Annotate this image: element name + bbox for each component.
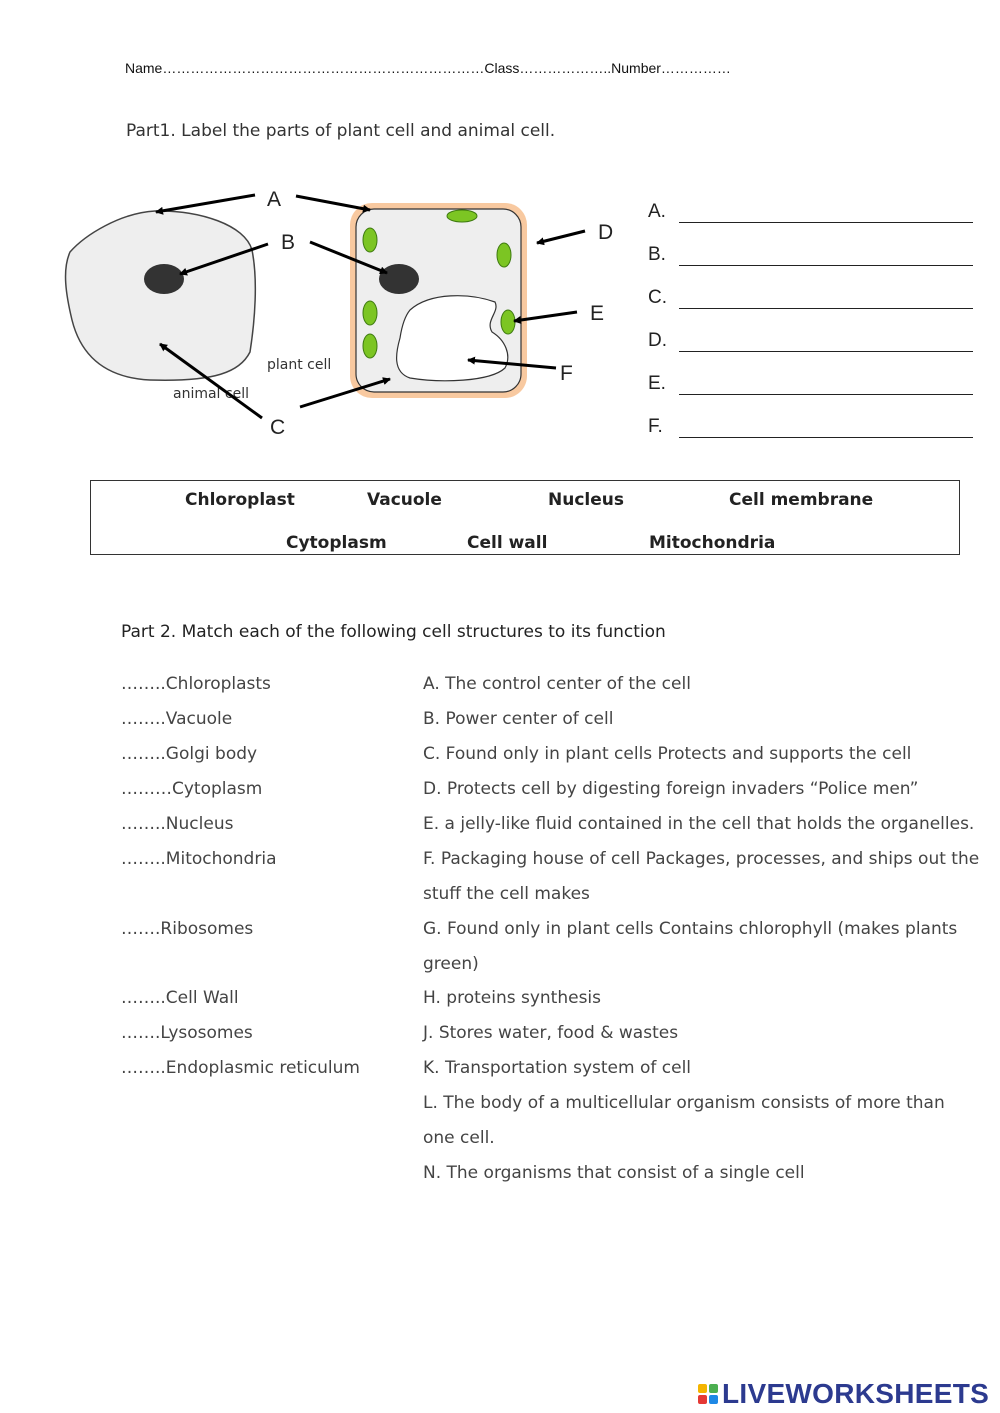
answer-input-f[interactable] xyxy=(681,416,971,438)
function-item: D. Protects cell by digesting foreign invaders “Police men” xyxy=(423,779,919,799)
function-item: G. Found only in plant cells Contains chlorophyll (makes plants xyxy=(423,919,958,939)
answer-line xyxy=(679,394,973,395)
structure-item[interactable]: …….Lysosomes xyxy=(121,1023,253,1043)
structure-item[interactable]: ……..Cell Wall xyxy=(121,988,239,1008)
answer-input-c[interactable] xyxy=(681,287,971,309)
function-item: N. The organisms that consist of a single cell xyxy=(423,1163,805,1183)
part2-title: Part 2. Match each of the following cell structures to its function xyxy=(121,622,666,642)
answer-letter: F. xyxy=(648,416,663,437)
structure-item[interactable]: …….Ribosomes xyxy=(121,919,254,939)
function-item: L. The body of a multicellular organism consists of more than xyxy=(423,1093,945,1113)
answer-line xyxy=(679,222,973,223)
plant-cell-nucleus xyxy=(379,264,419,294)
word-bank-item: Mitochondria xyxy=(649,533,776,553)
function-item-continued: green) xyxy=(423,954,479,974)
answer-input-e[interactable] xyxy=(681,373,971,395)
word-bank xyxy=(90,480,960,555)
answer-row-c xyxy=(648,287,973,309)
answer-line xyxy=(679,351,973,352)
answer-letter: C. xyxy=(648,287,667,308)
function-item: E. a jelly-like fluid contained in the cell that holds the organelles. xyxy=(423,814,975,834)
answer-letter: D. xyxy=(648,330,667,351)
word-bank-item: Cell wall xyxy=(467,533,548,553)
callout-a: A xyxy=(267,188,282,211)
structure-item[interactable]: ……..Mitochondria xyxy=(121,849,277,869)
answer-row-a xyxy=(648,201,973,223)
plant-cell-vacuole xyxy=(397,296,508,381)
function-item: C. Found only in plant cells Protects and supports the cell xyxy=(423,744,912,764)
answer-input-a[interactable] xyxy=(681,201,971,223)
animal-cell-label: animal cell xyxy=(173,386,249,402)
liveworksheets-logo xyxy=(698,1378,989,1410)
animal-cell-nucleus xyxy=(144,264,184,294)
answer-letter: E. xyxy=(648,373,666,394)
logo-text: LIVEWORKSHEETS xyxy=(722,1378,990,1409)
function-item: F. Packaging house of cell Packages, processes, and ships out the xyxy=(423,849,980,869)
word-bank-item: Cytoplasm xyxy=(286,533,387,553)
function-item: J. Stores water, food & wastes xyxy=(423,1023,679,1043)
plant-cell-label: plant cell xyxy=(267,357,332,373)
answer-line xyxy=(679,265,973,266)
answer-row-d xyxy=(648,330,973,352)
function-item-continued: one cell. xyxy=(423,1128,495,1148)
structure-item[interactable]: ……..Nucleus xyxy=(121,814,234,834)
callout-e: E xyxy=(590,302,605,325)
answer-input-d[interactable] xyxy=(681,330,971,352)
answer-input-b[interactable] xyxy=(681,244,971,266)
word-bank-item: Nucleus xyxy=(548,490,624,510)
callout-b: B xyxy=(281,231,296,254)
answer-row-f xyxy=(648,416,973,438)
word-bank-item: Vacuole xyxy=(367,490,442,510)
part1-title: Part1. Label the parts of plant cell and animal cell. xyxy=(126,121,556,141)
structure-item[interactable]: ……..Vacuole xyxy=(121,709,233,729)
answer-row-b xyxy=(648,244,973,266)
function-item: H. proteins synthesis xyxy=(423,988,602,1008)
function-item: B. Power center of cell xyxy=(423,709,614,729)
answer-letter: B. xyxy=(648,244,666,265)
structure-item[interactable]: ……..Chloroplasts xyxy=(121,674,271,694)
function-item: K. Transportation system of cell xyxy=(423,1058,692,1078)
structure-item[interactable]: ……..Golgi body xyxy=(121,744,258,764)
structure-item[interactable]: ……..Endoplasmic reticulum xyxy=(121,1058,360,1078)
callout-c: C xyxy=(270,416,286,435)
answer-line xyxy=(679,308,973,309)
logo-icon xyxy=(698,1384,718,1404)
function-item: A. The control center of the cell xyxy=(423,674,691,694)
callout-d: D xyxy=(598,221,614,244)
structure-item[interactable]: ………Cytoplasm xyxy=(121,779,263,799)
word-bank-item: Chloroplast xyxy=(185,490,295,510)
answer-row-e xyxy=(648,373,973,395)
name-class-number-line: Name……………………………………………………………Class………………..Number…………… xyxy=(125,60,731,76)
word-bank-item: Cell membrane xyxy=(729,490,874,510)
answer-line xyxy=(679,437,973,438)
cell-diagram xyxy=(55,180,615,435)
callout-f: F xyxy=(560,362,573,385)
animal-cell-membrane xyxy=(66,211,256,380)
answer-letter: A. xyxy=(648,201,666,222)
function-item-continued: stuff the cell makes xyxy=(423,884,590,904)
